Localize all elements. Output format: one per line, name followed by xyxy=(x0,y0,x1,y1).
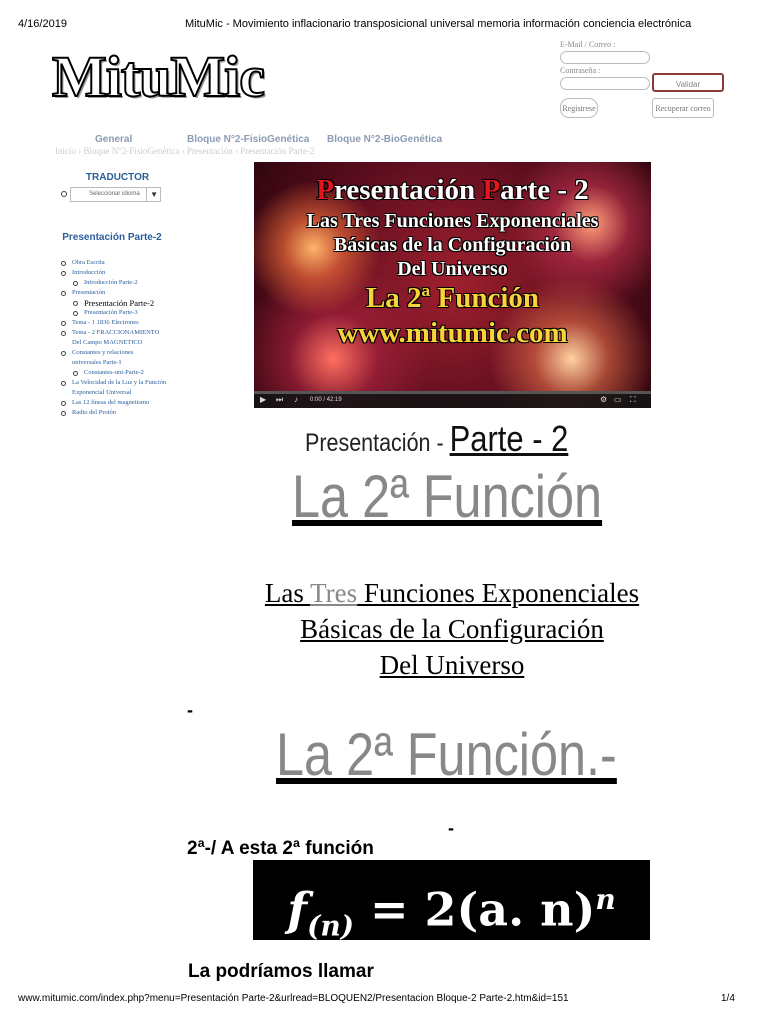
video-progress-bar[interactable] xyxy=(254,391,651,394)
sidebar-item-introduccion-parte-2[interactable]: Introducción Parte-2 xyxy=(72,278,180,288)
video-title-line-3: Básicas de la Configuración xyxy=(333,234,572,256)
translator-bullet xyxy=(61,191,67,197)
heading-second-function-2: La 2ª Función.- xyxy=(276,721,617,788)
sidebar-item-presentacion-parte-2[interactable]: Presentación Parte-2 xyxy=(72,298,180,308)
sidebar-item-presentacion-parte-3[interactable]: Presentación Parte-3 xyxy=(72,308,180,318)
fullscreen-icon[interactable]: ⛶ xyxy=(630,395,636,404)
sidebar-item-radio-proton[interactable]: Radio del Protón xyxy=(60,408,180,418)
print-url: www.mitumic.com/index.php?menu=Presentación Parte-2&urlread=BLOQUEN2/Presentacion Bloque-2 Parte-2.htm&id=151 xyxy=(18,993,569,1004)
sidebar-item-12-lineas[interactable]: Las 12 líneas del magnetismo xyxy=(60,398,180,408)
heading-second-function: La 2ª Función xyxy=(292,463,603,530)
sidebar-menu xyxy=(60,258,180,418)
dash-separator: - xyxy=(187,700,193,720)
dash-separator-2: - xyxy=(448,818,454,838)
translator-title: TRADUCTOR xyxy=(85,172,150,183)
validate-button[interactable]: Validar xyxy=(652,73,724,92)
video-title-line-2: Las Tres Funciones Exponenciales xyxy=(306,210,599,232)
email-input[interactable] xyxy=(560,51,650,64)
sidebar-item-presentacion[interactable]: Presentación xyxy=(60,288,180,298)
sidebar-item-introduccion[interactable]: Introducción xyxy=(60,268,180,278)
email-label: E-Mail / Correo : xyxy=(560,40,616,49)
three-functions-line-3: Del Universo xyxy=(379,650,525,680)
video-title-line-5: La 2ª Función xyxy=(365,282,540,314)
video-title-line-6: www.mitumic.com xyxy=(337,317,568,349)
video-player[interactable] xyxy=(254,162,651,408)
sidebar-item-velocidad-luz[interactable]: La Velocidad de la Luz y la Función Exponencial Universal xyxy=(60,378,182,398)
sidebar-item-constantes-parte-1[interactable]: Constantes y relaciones universales Parte-1 xyxy=(60,348,164,368)
next-icon[interactable]: ⏭ xyxy=(276,395,284,404)
theater-icon[interactable]: ▭ xyxy=(614,395,622,404)
paragraph-line-2: La podríamos llamar xyxy=(188,961,374,982)
play-icon[interactable]: ▶ xyxy=(260,395,267,404)
chevron-down-icon: ▼ xyxy=(146,188,158,201)
nav-item-biogenetica[interactable]: Bloque N°2-BioGenética xyxy=(327,134,443,145)
settings-icon[interactable]: ⚙ xyxy=(600,395,608,404)
video-time: 0:00 / 42:19 xyxy=(310,397,342,403)
password-label: Contraseña : xyxy=(560,66,601,75)
three-functions-line-2: Básicas de la Configuración xyxy=(300,614,604,644)
print-page-number: 1/4 xyxy=(721,993,735,1004)
three-functions-heading: Las Tres Funciones Exponenciales Básicas de la Configuración Del Universo xyxy=(264,578,640,680)
language-select-value: Seleccionar idioma xyxy=(89,191,140,197)
sidebar-section-title: Presentación Parte-2 xyxy=(62,232,162,243)
video-title-line-1: Presentación Parte - 2 xyxy=(316,174,589,206)
register-button[interactable]: Registrese xyxy=(560,98,598,118)
password-input[interactable] xyxy=(560,77,650,90)
video-title-line-4: Del Universo xyxy=(397,258,508,280)
volume-icon[interactable]: ♪ xyxy=(294,395,298,404)
print-date: 4/16/2019 xyxy=(18,18,67,30)
subtitle-prefix: Presentación - xyxy=(305,429,450,457)
sidebar-item-constantes-parte-2[interactable]: Constantes-uni-Parte-2 xyxy=(72,368,180,378)
nav-item-fisiogenetica[interactable]: Bloque N°2-FisioGenética xyxy=(187,134,310,145)
recover-email-button[interactable]: Recuperar correo xyxy=(652,98,714,118)
presentation-subtitle xyxy=(305,418,568,460)
print-page-title: MituMic - Movimiento inflacionario transposicional universal memoria información conciencia electrónica xyxy=(185,18,692,30)
subtitle-main: Parte - 2 xyxy=(449,418,569,459)
video-control-bar xyxy=(254,391,651,408)
sidebar-item-tema-1[interactable]: Tema - 1 1836 Electrones xyxy=(60,318,180,328)
sidebar-item-obra-escrita[interactable]: Obra Escrita xyxy=(60,258,180,268)
language-select[interactable] xyxy=(70,187,161,202)
site-logo[interactable]: MituMic xyxy=(52,44,265,109)
sidebar-item-tema-2[interactable]: Tema - 2 FRACCIONAMIENTO Del Campo MAGNETICO xyxy=(60,328,164,348)
formula-image: $f_{(n)} = 2(a$. n)$^n$ xyxy=(253,860,650,940)
paragraph-line-1: 2ª-/ A esta 2ª función xyxy=(187,838,374,859)
breadcrumb: Inicio › Bloque N°2-FisioGenética › Presentación › Presentación Parte-2 xyxy=(55,146,315,156)
nav-item-general[interactable]: General xyxy=(95,134,133,145)
